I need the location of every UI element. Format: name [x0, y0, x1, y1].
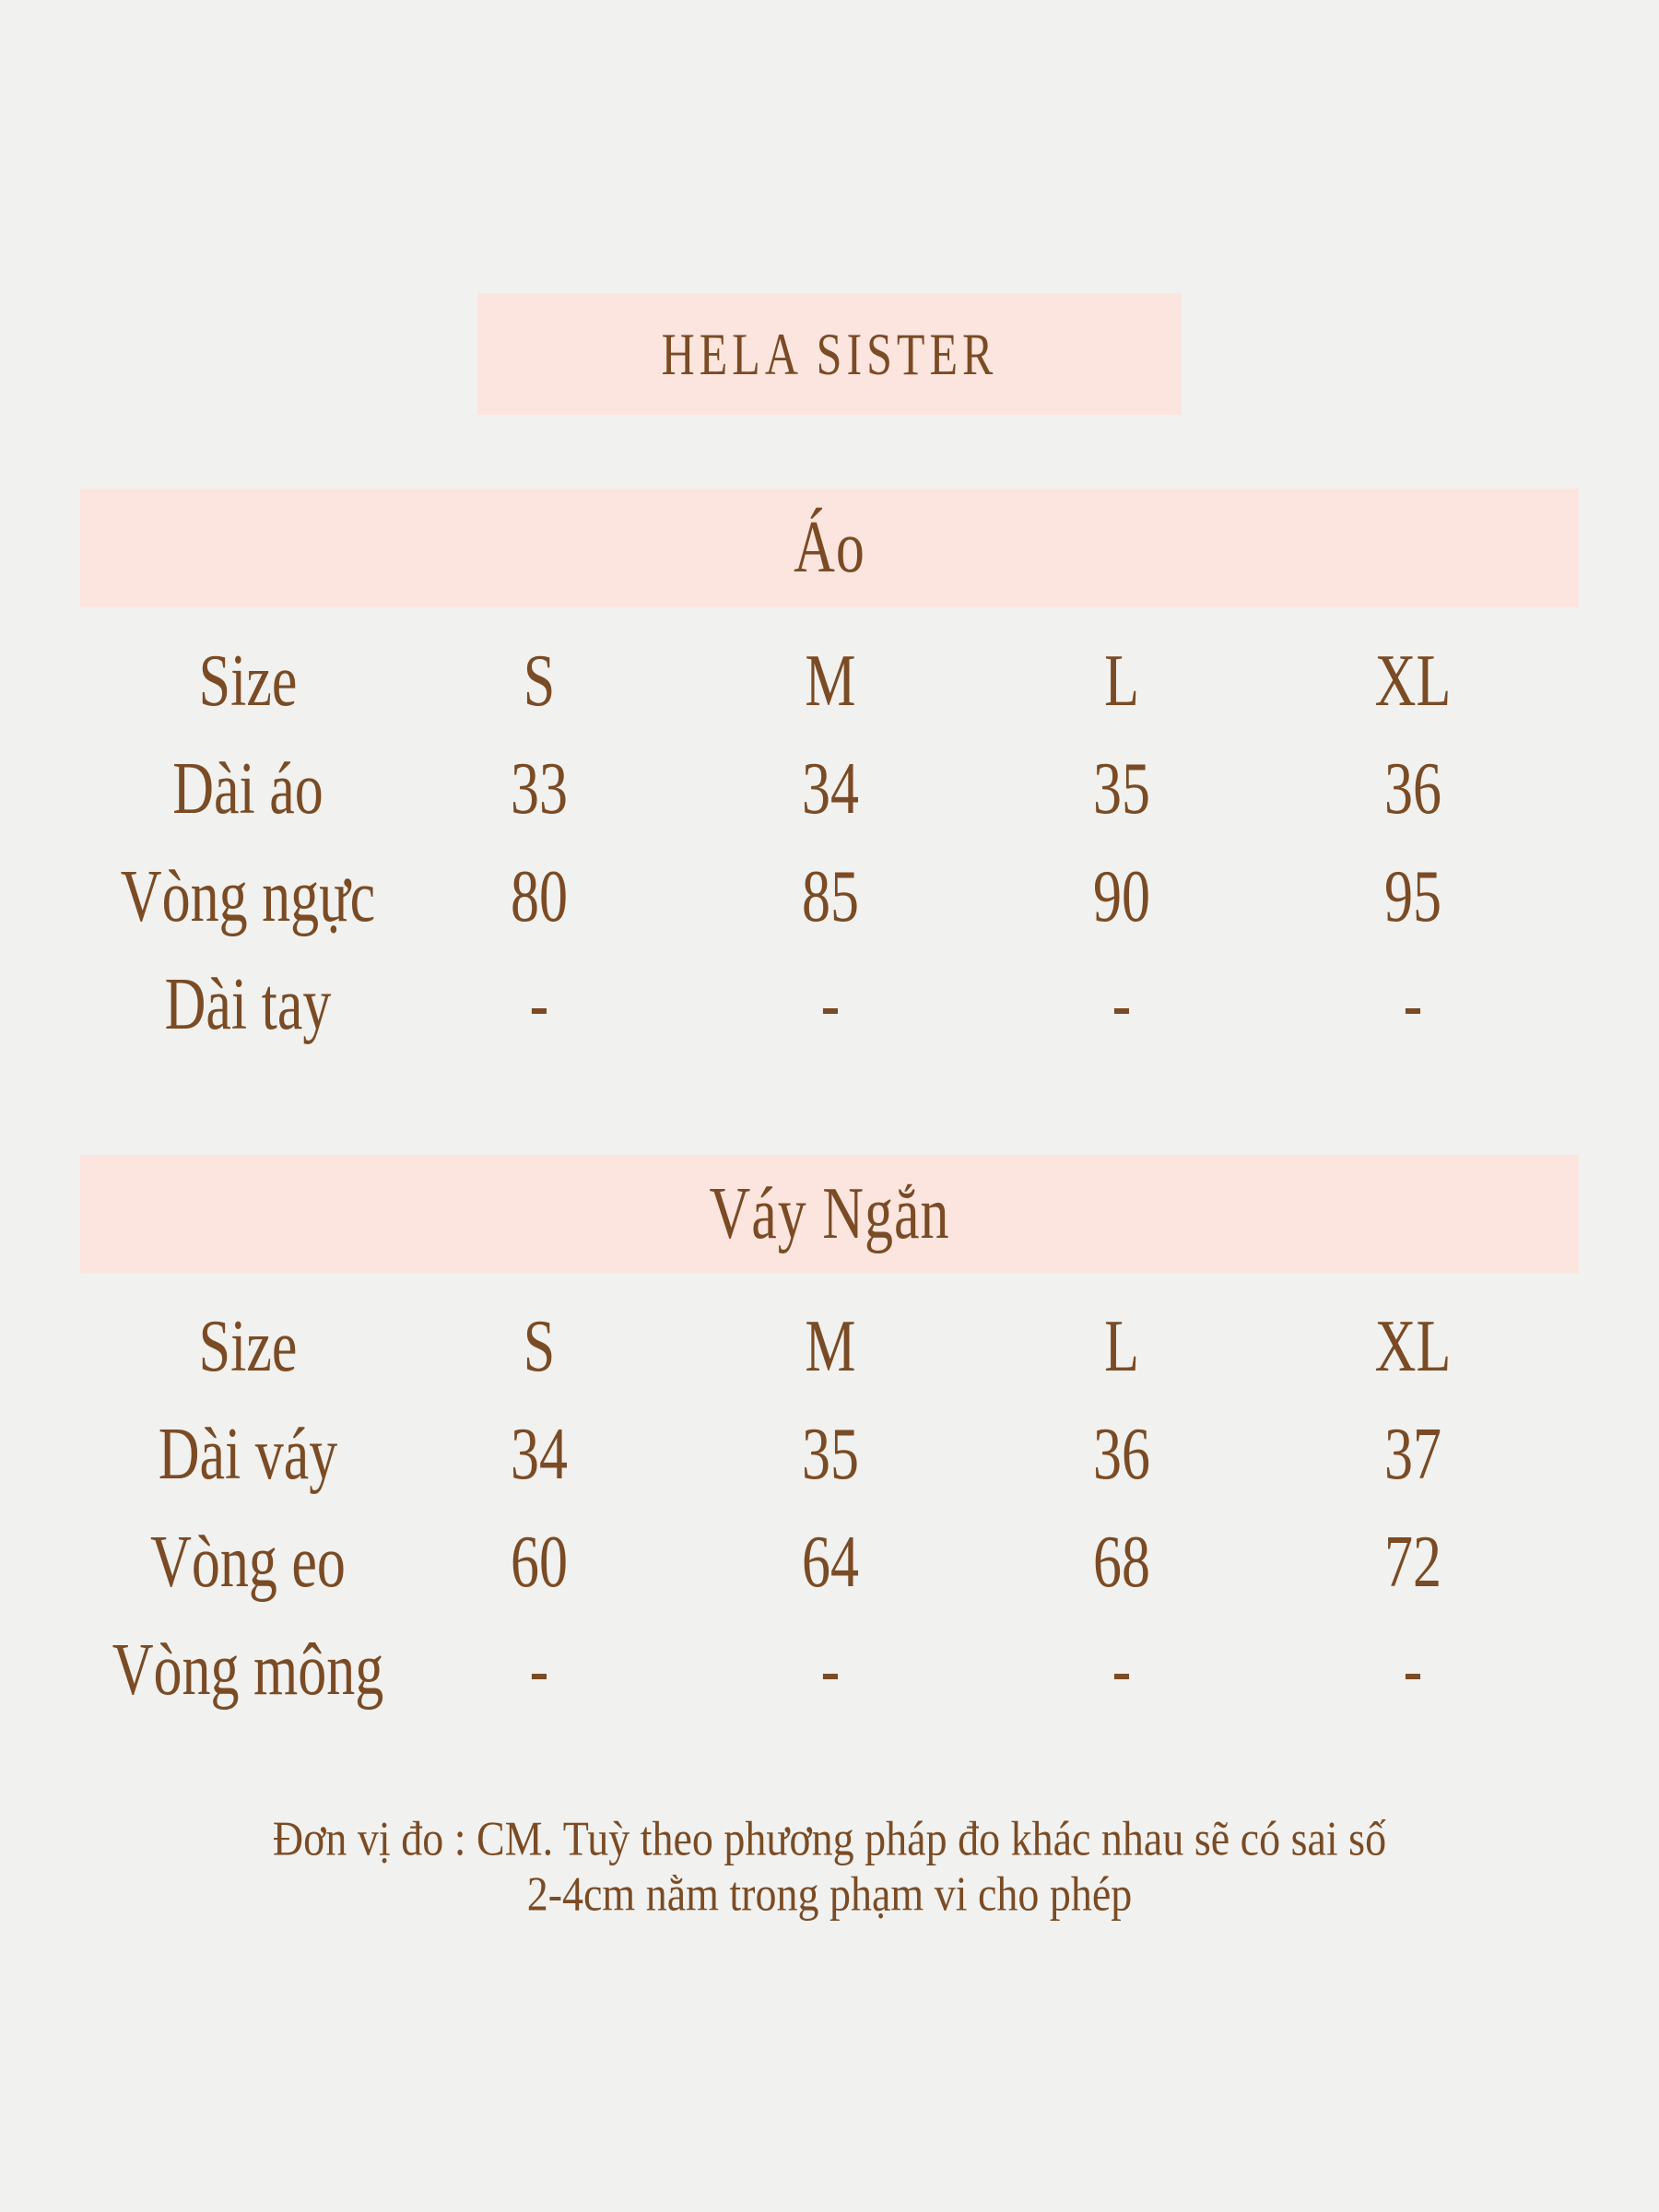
value-cell	[394, 951, 685, 1059]
row-label-cell-text: Vòng eo	[150, 1521, 346, 1604]
note-line-2	[0, 1866, 1659, 1922]
value-cell	[685, 1617, 976, 1724]
table-row	[102, 1401, 1559, 1509]
value-cell-text: 72	[1384, 1521, 1441, 1604]
header-cell	[976, 1293, 1267, 1401]
row-label-cell	[102, 951, 394, 1059]
header-cell-text: S	[523, 1305, 556, 1388]
value-cell	[394, 843, 685, 951]
row-label-cell	[102, 1509, 394, 1617]
brand-header-box	[477, 293, 1182, 415]
note-line-1-text: Đơn vị đo : CM. Tuỳ theo phương pháp đo khác nhau sẽ có sai số	[272, 1811, 1387, 1865]
table-row	[102, 1293, 1559, 1401]
header-cell-text: S	[523, 640, 556, 723]
value-cell-text: 68	[1093, 1521, 1150, 1604]
brand-name: HELA SISTER	[661, 320, 998, 388]
value-cell	[1267, 1509, 1559, 1617]
table-row	[102, 1617, 1559, 1724]
row-label-cell-text: Dài tay	[164, 963, 332, 1046]
value-cell	[394, 1617, 685, 1724]
value-cell-text: -	[1112, 1629, 1132, 1712]
header-cell	[394, 628, 685, 735]
row-label-cell	[102, 843, 394, 951]
value-cell-text: 37	[1384, 1413, 1441, 1496]
value-cell	[976, 843, 1267, 951]
header-cell	[976, 628, 1267, 735]
header-cell	[1267, 628, 1559, 735]
row-label-cell-text: Dài váy	[158, 1413, 338, 1496]
value-cell	[394, 1401, 685, 1509]
value-cell	[1267, 1617, 1559, 1724]
header-cell	[394, 1293, 685, 1401]
header-size-label	[102, 1293, 394, 1401]
value-cell-text: -	[820, 963, 841, 1046]
value-cell	[1267, 735, 1559, 843]
value-cell	[394, 1509, 685, 1617]
row-label-cell	[102, 1617, 394, 1724]
header-cell	[685, 1293, 976, 1401]
header-size-label-text: Size	[198, 640, 298, 723]
table-row	[102, 951, 1559, 1059]
value-cell-text: 60	[511, 1521, 568, 1604]
size-table-vay-ngan	[102, 1293, 1559, 1724]
value-cell	[685, 843, 976, 951]
note-line-2-text: 2-4cm nằm trong phạm vi cho phép	[526, 1866, 1133, 1921]
value-cell-text: -	[1403, 1629, 1423, 1712]
value-cell-text: 95	[1384, 855, 1441, 938]
section-title-band-ao	[80, 488, 1579, 607]
value-cell	[1267, 1401, 1559, 1509]
measurement-note	[0, 1811, 1659, 1922]
header-size-label	[102, 628, 394, 735]
value-cell-text: 90	[1093, 855, 1150, 938]
header-cell-text: L	[1104, 640, 1139, 723]
value-cell	[976, 735, 1267, 843]
row-label-cell	[102, 1401, 394, 1509]
row-label-cell-text: Dài áo	[172, 747, 324, 830]
table-row	[102, 628, 1559, 735]
value-cell-text: 80	[511, 855, 568, 938]
table-row	[102, 1509, 1559, 1617]
value-cell-text: 34	[802, 747, 859, 830]
value-cell-text: -	[820, 1629, 841, 1712]
value-cell	[976, 1617, 1267, 1724]
section-title-vay-ngan: Váy Ngắn	[709, 1172, 950, 1255]
header-cell-text: XL	[1374, 640, 1452, 723]
value-cell	[976, 1401, 1267, 1509]
value-cell	[976, 1509, 1267, 1617]
table-row	[102, 843, 1559, 951]
value-cell-text: 33	[511, 747, 568, 830]
row-label-cell-text: Vòng ngực	[120, 855, 376, 938]
value-cell	[685, 1509, 976, 1617]
value-cell	[976, 951, 1267, 1059]
size-table-ao	[102, 628, 1559, 1059]
value-cell-text: -	[1112, 963, 1132, 1046]
header-cell-text: M	[805, 1305, 856, 1388]
header-size-label-text: Size	[198, 1305, 298, 1388]
value-cell-text: -	[1403, 963, 1423, 1046]
header-cell	[1267, 1293, 1559, 1401]
value-cell	[685, 1401, 976, 1509]
value-cell	[1267, 843, 1559, 951]
value-cell	[685, 735, 976, 843]
section-title-band-vay-ngan	[80, 1155, 1579, 1274]
note-line-1	[0, 1811, 1659, 1866]
value-cell-text: 36	[1384, 747, 1441, 830]
value-cell-text: -	[529, 1629, 549, 1712]
value-cell-text: 35	[802, 1413, 859, 1496]
value-cell	[1267, 951, 1559, 1059]
value-cell-text: 64	[802, 1521, 859, 1604]
header-cell	[685, 628, 976, 735]
value-cell-text: 36	[1093, 1413, 1150, 1496]
section-title-ao: Áo	[794, 506, 865, 589]
header-cell-text: L	[1104, 1305, 1139, 1388]
value-cell-text: -	[529, 963, 549, 1046]
value-cell-text: 85	[802, 855, 859, 938]
header-cell-text: M	[805, 640, 856, 723]
row-label-cell-text: Vòng mông	[112, 1629, 384, 1712]
value-cell	[394, 735, 685, 843]
table-row	[102, 735, 1559, 843]
value-cell-text: 35	[1093, 747, 1150, 830]
value-cell	[685, 951, 976, 1059]
value-cell-text: 34	[511, 1413, 568, 1496]
header-cell-text: XL	[1374, 1305, 1452, 1388]
row-label-cell	[102, 735, 394, 843]
